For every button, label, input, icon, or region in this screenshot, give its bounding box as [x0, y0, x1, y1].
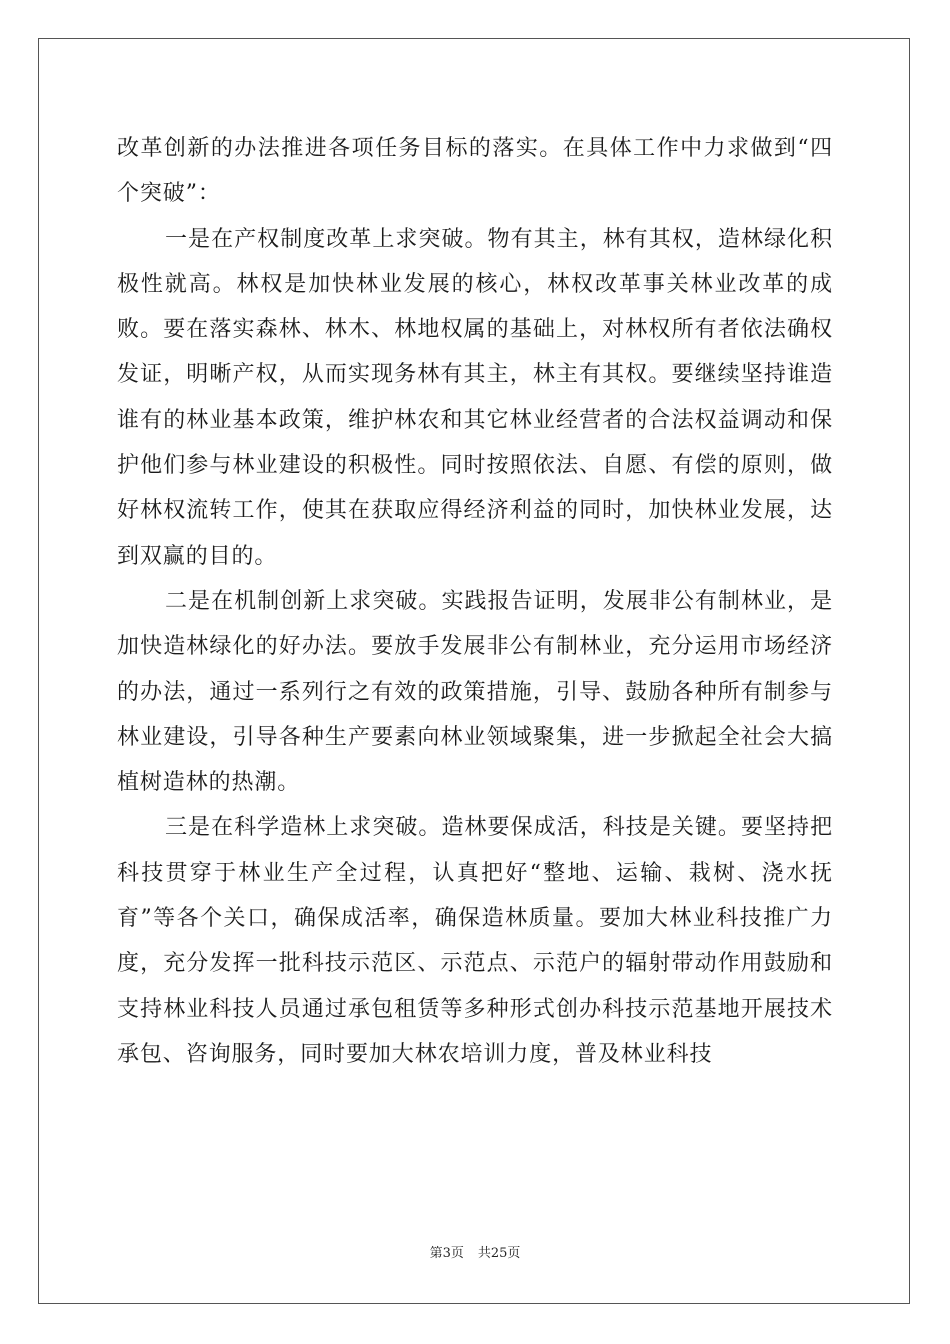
paragraph-mechanism-innovation: 二是在机制创新上求突破。实践报告证明，发展非公有制林业，是加快造林绿化的好办法。要放手发展非公有制林业，充分运用市场经济的办法，通过一系列行之有效的政策措施，引导、鼓励各种所有制参与林业建设，引导各种生产要素向林业领域聚集，进一步掀起全社会大搞植树造林的热潮。 [117, 588, 833, 796]
page-number-current: 第3页 [429, 1246, 464, 1261]
paragraph-property-rights: 一是在产权制度改革上求突破。物有其主，林有其权，造林绿化积极性就高。林权是加快林业发展的核心，林权改革事关林业改革的成败。要在落实森林、林木、林地权属的基础上，对林权所有者依法确权发证，明晰产权，从而实现务林有其主，林主有其权。要继续坚持谁造谁有的林业基本政策，维护林农和其它林业经营者的合法权益调动和保护他们参与林业建设的积极性。同时按照依法、自愿、有偿的原则，做好林权流转工作，使其在获取应得经济利益的同时，加快林业发展，达到双赢的目的。 [117, 226, 833, 569]
paragraph-scientific-afforestation: 三是在科学造林上求突破。造林要保成活，科技是关键。要坚持把科技贯穿于林业生产全过程，认真把好“整地、运输、栽树、浇水抚育”等各个关口，确保成活率，确保造林质量。要加大林业科技推广力度，充分发挥一批科技示范区、示范点、示范户的辐射带动作用鼓励和支持林业科技人员通过承包租赁等多种形式创办科技示范基地开展技术承包、咨询服务，同时要加大林农培训力度，普及林业科技 [117, 815, 833, 1067]
document-body [117, 126, 833, 1077]
page-number-total: 共25页 [477, 1246, 521, 1261]
paragraph-intro: 改革创新的办法推进各项任务目标的落实。在具体工作中力求做到“四个突破”： [117, 136, 833, 207]
page-footer [0, 1242, 950, 1261]
